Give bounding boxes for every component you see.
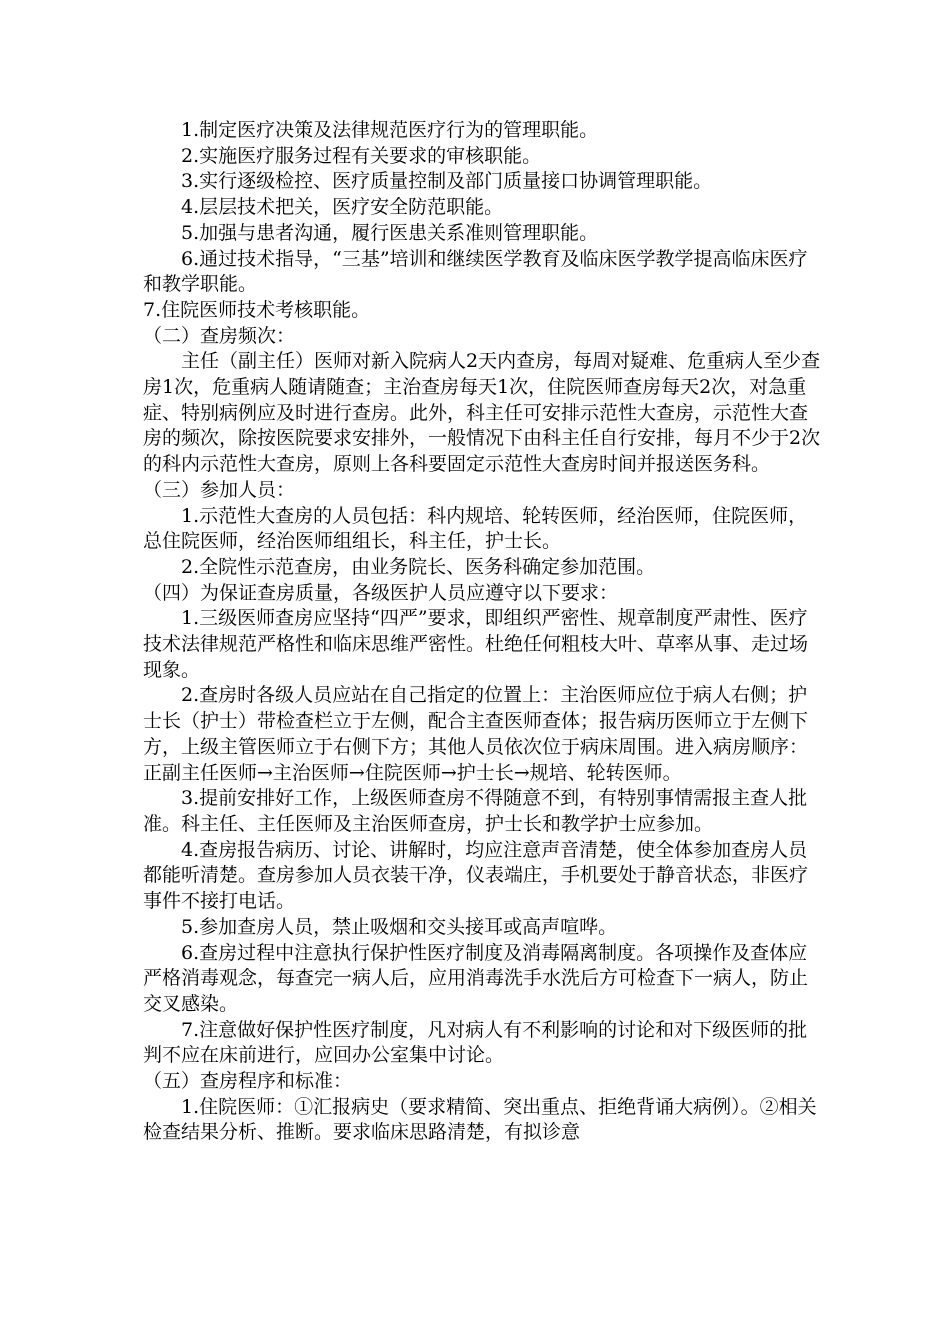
paragraph: 3.实行逐级检控、医疗质量控制及部门质量接口协调管理职能。 <box>181 170 713 193</box>
paragraph: 6.通过技术指导，“三基”培训和继续医学教育及临床医学教学提高临床医疗和教学职能。 <box>143 247 808 296</box>
paragraph: 6.查房过程中注意执行保护性医疗制度及消毒隔离制度。各项操作及查体应严格消毒观念，每查完一病人后，应用消毒洗手水洗后方可检查下一病人，防止交叉感染。 <box>143 941 809 1015</box>
paragraph: 2.全院性示范查房，由业务院长、医务科确定参加范围。 <box>181 555 656 578</box>
paragraph: 1.三级医师查房应坚持“四严”要求，即组织严密性、规章制度严肃性、医疗技术法律规范严格性和临床思维严密性。杜绝任何粗枝大叶、草率从事、走过场现象。 <box>143 607 809 681</box>
paragraph: 1.住院医师：①汇报病史（要求精简、突出重点、拒绝背诵大病例）。②相关检查结果分析、推断。要求临床思路清楚，有拟诊意 <box>143 1095 817 1144</box>
section-heading: （五）查房程序和标准： <box>143 1070 353 1093</box>
paragraph: 主任（副主任）医师对新入院病人2天内查房，每周对疑难、危重病人至少查房1次，危重病人随请随查；主治查房每天1次，住院医师查房每天2次，对急重症、特别病例应及时进行查房。此外，科主任可安排示范性大查房，示范性大查房的频次，除按医院要求安排外，一般情况下由科主任自行安排，每月不少于2次的科内示范性大查房，原则上各科要固定示范性大查房时间并报送医务科。 <box>143 350 821 476</box>
section-heading: （三）参加人员： <box>143 478 296 501</box>
paragraph: 7.住院医师技术考核职能。 <box>143 298 371 321</box>
paragraph: 7.注意做好保护性医疗制度，凡对病人有不利影响的讨论和对下级医师的批判不应在床前进行，应回办公室集中讨论。 <box>143 1018 808 1067</box>
paragraph: 5.加强与患者沟通，履行医患关系准则管理职能。 <box>181 221 599 244</box>
paragraph: 2.查房时各级人员应站在自己指定的位置上：主治医师应位于病人右侧；护士长（护士）带检查栏立于左侧，配合主查医师查体；报告病历医师立于左侧下方，上级主管医师立于右侧下方；其他人员依次位于病床周围。进入病房顺序：正副主任医师→主治医师→住院医师→护士长→规培、轮转医师。 <box>143 684 809 784</box>
document-body <box>143 118 823 1146</box>
paragraph: 5.参加查房人员，禁止吸烟和交头接耳或高声喧哗。 <box>181 915 618 938</box>
paragraph: 4.查房报告病历、讨论、讲解时，均应注意声音清楚，使全体参加查房人员都能听清楚。查房参加人员衣装干净，仪表端庄，手机要处于静音状态，非医疗事件不接打电话。 <box>143 838 809 913</box>
paragraph: 1.制定医疗决策及法律规范医疗行为的管理职能。 <box>181 119 599 141</box>
paragraph: 4.层层技术把关，医疗安全防范职能。 <box>181 196 504 219</box>
paragraph: 2.实施医疗服务过程有关要求的审核职能。 <box>181 144 542 167</box>
paragraph: 1.示范性大查房的人员包括：科内规培、轮转医师，经治医师，住院医师，总住院医师，经治医师组组长，科主任，护士长。 <box>143 504 808 553</box>
section-heading: （二）查房频次： <box>143 324 296 347</box>
paragraph: 3.提前安排好工作，上级医师查房不得随意不到，有特别事情需报主查人批准。科主任、主任医师及主治医师查房，护士长和教学护士应参加。 <box>143 787 808 835</box>
section-heading: （四）为保证查房质量，各级医护人员应遵守以下要求： <box>143 581 619 604</box>
